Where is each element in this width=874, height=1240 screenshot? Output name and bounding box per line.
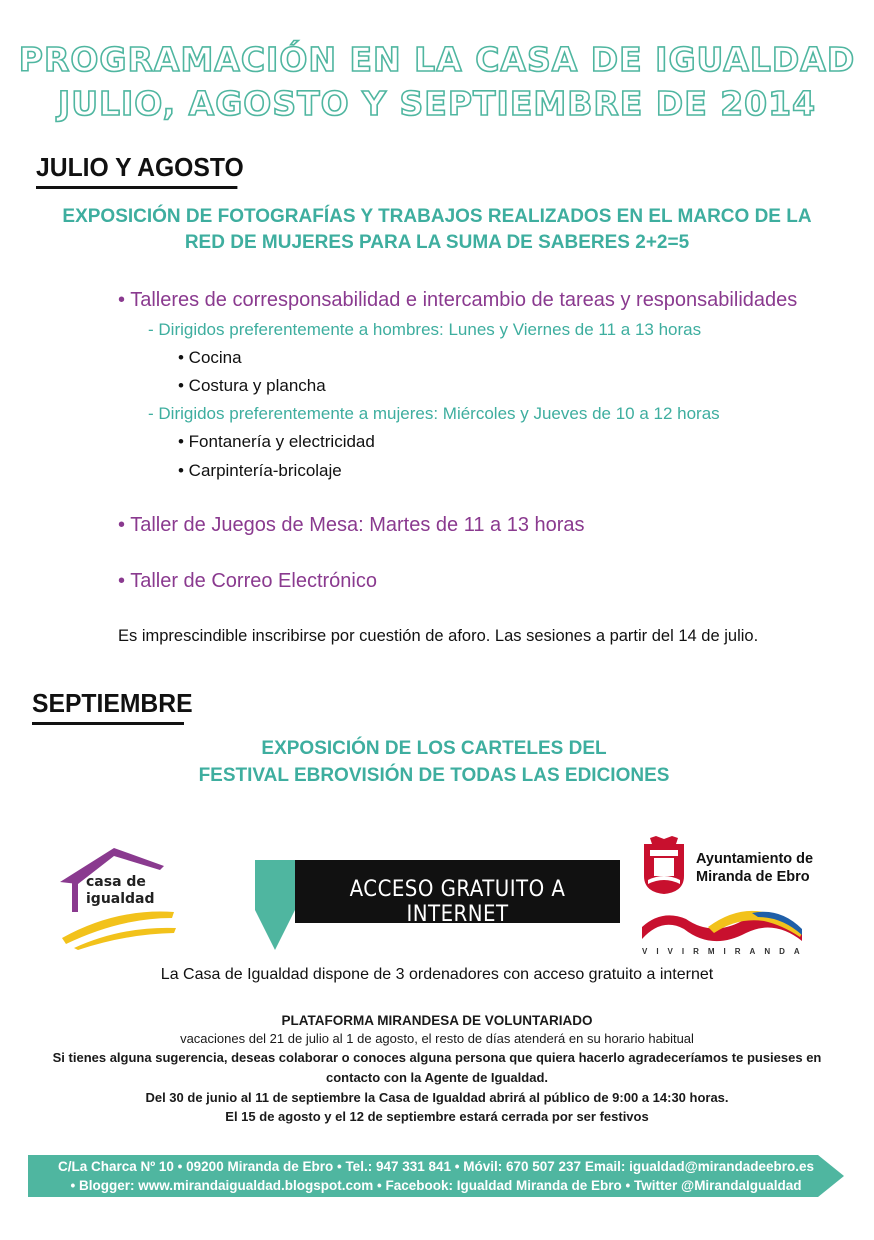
banner-teal-arrow bbox=[255, 910, 295, 950]
expo-carteles-line-2: FESTIVAL EBROVISIÓN DE TODAS LAS EDICIONES bbox=[198, 765, 670, 786]
sugerencia-line-2: contacto con la Agente de Igualdad. bbox=[326, 1070, 548, 1085]
vivir-miranda-text: VIVIRMIRANDA bbox=[642, 947, 809, 956]
vacaciones-text: vacaciones del 21 de julio al 1 de agosto, el resto de días atenderá en su horario habitual bbox=[180, 1031, 694, 1046]
section-heading-julio-agosto bbox=[36, 152, 244, 183]
item-carpinteria: • Carpintería-bricolaje bbox=[178, 461, 342, 480]
heading-underline bbox=[36, 186, 237, 189]
title-line-2: JULIO, AGOSTO Y SEPTIEMBRE DE 2014 bbox=[57, 84, 817, 123]
cerrada-text: El 15 de agosto y el 12 de septiembre estará cerrada por ser festivos bbox=[225, 1109, 649, 1124]
ayuntamiento-name bbox=[696, 850, 813, 886]
sugerencia-line-1: Si tienes alguna sugerencia, deseas colaborar o conoces alguna persona que quiera hacerlo agradeceríamos te pusieses en bbox=[52, 1050, 822, 1065]
horario-text: Del 30 de junio al 11 de septiembre la Casa de Igualdad abrirá al público de 9:00 a 14:30 horas. bbox=[145, 1090, 729, 1105]
casa-igualdad-logo bbox=[56, 838, 186, 950]
ayuntamiento-crest-icon bbox=[642, 836, 686, 896]
vivir-miranda-logo bbox=[642, 905, 809, 957]
title-line-1: PROGRAMACIÓN EN LA CASA DE IGUALDAD bbox=[18, 40, 856, 79]
internet-banner bbox=[295, 860, 620, 927]
expo-heading-line-1: EXPOSICIÓN DE FOTOGRAFÍAS Y TRABAJOS REALIZADOS EN EL MARCO DE LA bbox=[62, 206, 812, 227]
group-mujeres: - Dirigidos preferentemente a mujeres: Miércoles y Jueves de 10 a 12 horas bbox=[148, 404, 720, 423]
heading-underline bbox=[32, 722, 184, 725]
vivir-miranda-wave-icon bbox=[642, 905, 804, 949]
banner-teal-tab bbox=[255, 860, 295, 910]
taller-correo: • Taller de Correo Electrónico bbox=[118, 570, 377, 592]
ayuntamiento-line-2: Miranda de Ebro bbox=[696, 869, 810, 885]
taller-juegos-mesa: • Taller de Juegos de Mesa: Martes de 11 a 13 horas bbox=[118, 514, 585, 536]
footer-social-line: • Blogger: www.mirandaigualdad.blogspot.com • Facebook: Igualdad Miranda de Ebro • Twitter @MirandaIgualdad bbox=[70, 1178, 802, 1193]
internet-banner-text: ACCESO GRATUITO A INTERNET bbox=[349, 877, 566, 927]
internet-description: La Casa de Igualdad dispone de 3 ordenadores con acceso gratuito a internet bbox=[160, 966, 714, 983]
ayuntamiento-line-1: Ayuntamiento de bbox=[696, 851, 814, 867]
footer-contact-line: C/La Charca Nº 10 • 09200 Miranda de Ebro • Tel.: 947 331 841 • Móvil: 670 507 237 Email: igualdad@mirandadeebro.es bbox=[57, 1159, 815, 1174]
item-costura: • Costura y plancha bbox=[178, 376, 326, 395]
inscription-note: Es imprescindible inscribirse por cuestión de aforo. Las sesiones a partir del 14 de julio. bbox=[118, 627, 759, 645]
casa-logo-line-2: igualdad bbox=[86, 891, 155, 907]
plataforma-heading: PLATAFORMA MIRANDESA DE VOLUNTARIADO bbox=[281, 1013, 593, 1028]
group-hombres: - Dirigidos preferentemente a hombres: Lunes y Viernes de 11 a 13 horas bbox=[148, 320, 702, 339]
item-fontaneria: • Fontanería y electricidad bbox=[178, 432, 375, 451]
expo-carteles-line-1: EXPOSICIÓN DE LOS CARTELES DEL bbox=[261, 738, 607, 759]
taller-corresponsabilidad: • Talleres de corresponsabilidad e intercambio de tareas y responsabilidades bbox=[118, 289, 798, 311]
section-heading-septiembre bbox=[32, 688, 193, 719]
section-heading-text: JULIO Y AGOSTO bbox=[36, 152, 244, 182]
item-cocina: • Cocina bbox=[178, 348, 242, 367]
expo-heading-line-2: RED DE MUJERES PARA LA SUMA DE SABERES 2+2=5 bbox=[184, 232, 690, 253]
section-heading-text: SEPTIEMBRE bbox=[32, 688, 193, 718]
casa-logo-line-1: casa de bbox=[86, 874, 146, 890]
